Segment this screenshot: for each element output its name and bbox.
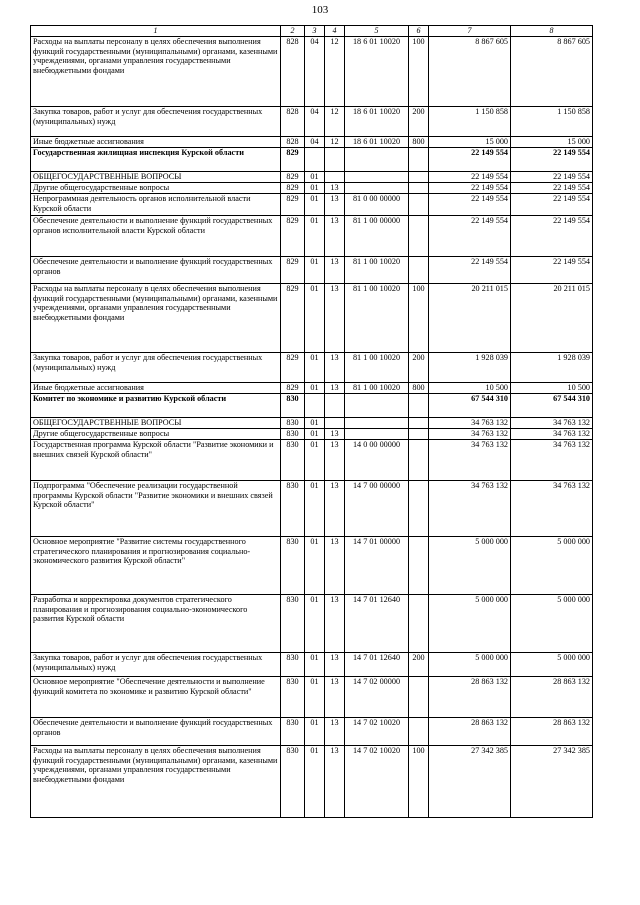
col-header-4: 4 — [325, 26, 345, 37]
cell-amount-1: 8 867 605 — [429, 37, 511, 107]
cell-pr: 13 — [325, 429, 345, 440]
cell-amount-1: 34 763 132 — [429, 429, 511, 440]
cell-csr: 18 6 01 10020 — [345, 137, 409, 148]
cell-pr — [325, 418, 345, 429]
cell-name: Обеспечение деятельности и выполнение функций государственных органов — [31, 257, 281, 284]
cell-pr: 13 — [325, 746, 345, 818]
cell-vr — [409, 718, 429, 746]
table-row — [31, 37, 593, 107]
cell-grbs: 829 — [281, 148, 305, 172]
cell-csr: 14 7 01 12640 — [345, 653, 409, 677]
cell-rz: 01 — [305, 746, 325, 818]
cell-amount-1: 5 000 000 — [429, 537, 511, 595]
cell-vr: 100 — [409, 37, 429, 107]
cell-rz: 01 — [305, 653, 325, 677]
cell-csr: 14 7 00 00000 — [345, 481, 409, 537]
cell-grbs: 830 — [281, 481, 305, 537]
cell-pr: 13 — [325, 183, 345, 194]
cell-name: Иные бюджетные ассигнования — [31, 383, 281, 394]
cell-csr — [345, 183, 409, 194]
cell-pr: 13 — [325, 537, 345, 595]
cell-name: Другие общегосударственные вопросы — [31, 183, 281, 194]
cell-name: Подпрограмма "Обеспечение реализации государственной программы Курской области "Развитие экономики и внешних связей Курской области" — [31, 481, 281, 537]
cell-rz: 01 — [305, 194, 325, 216]
cell-rz — [305, 148, 325, 172]
cell-name: Расходы на выплаты персоналу в целях обеспечения выполнения функций государственными (муниципальными) органами, казенными учреждениями, органами управления государственными внебюджетными фондами — [31, 746, 281, 818]
cell-amount-1: 28 863 132 — [429, 718, 511, 746]
cell-csr: 18 6 01 10020 — [345, 37, 409, 107]
cell-vr — [409, 595, 429, 653]
cell-amount-1: 34 763 132 — [429, 481, 511, 537]
table-row — [31, 418, 593, 429]
cell-csr — [345, 394, 409, 418]
table-row — [31, 216, 593, 257]
cell-amount-2: 27 342 385 — [511, 746, 593, 818]
cell-grbs: 830 — [281, 653, 305, 677]
cell-rz: 01 — [305, 481, 325, 537]
cell-grbs: 830 — [281, 394, 305, 418]
cell-name: Непрограммная деятельность органов исполнительной власти Курской области — [31, 194, 281, 216]
table-row — [31, 383, 593, 394]
cell-csr: 81 0 00 00000 — [345, 194, 409, 216]
cell-name: Расходы на выплаты персоналу в целях обеспечения выполнения функций государственными (муниципальными) органами, казенными учреждениями, органами управления государственными внебюджетными фондами — [31, 37, 281, 107]
col-header-7: 7 — [429, 26, 511, 37]
cell-vr — [409, 394, 429, 418]
cell-rz: 04 — [305, 37, 325, 107]
cell-amount-2: 1 150 858 — [511, 107, 593, 137]
cell-amount-2: 8 867 605 — [511, 37, 593, 107]
cell-grbs: 829 — [281, 183, 305, 194]
cell-amount-1: 22 149 554 — [429, 148, 511, 172]
cell-name: Комитет по экономике и развитию Курской области — [31, 394, 281, 418]
cell-pr: 13 — [325, 718, 345, 746]
table-header-row — [31, 26, 593, 37]
cell-pr: 13 — [325, 284, 345, 353]
cell-pr: 13 — [325, 440, 345, 481]
cell-amount-1: 34 763 132 — [429, 418, 511, 429]
cell-rz: 01 — [305, 257, 325, 284]
cell-vr: 800 — [409, 383, 429, 394]
table-row — [31, 537, 593, 595]
cell-amount-2: 22 149 554 — [511, 172, 593, 183]
col-header-5: 5 — [345, 26, 409, 37]
cell-grbs: 829 — [281, 383, 305, 394]
cell-pr — [325, 172, 345, 183]
cell-rz: 01 — [305, 429, 325, 440]
cell-amount-2: 22 149 554 — [511, 257, 593, 284]
cell-grbs: 829 — [281, 172, 305, 183]
cell-pr: 13 — [325, 383, 345, 394]
cell-grbs: 830 — [281, 418, 305, 429]
cell-amount-2: 28 863 132 — [511, 718, 593, 746]
cell-vr — [409, 429, 429, 440]
cell-pr: 12 — [325, 107, 345, 137]
cell-pr: 13 — [325, 216, 345, 257]
cell-amount-1: 27 342 385 — [429, 746, 511, 818]
cell-vr: 200 — [409, 353, 429, 383]
cell-amount-2: 20 211 015 — [511, 284, 593, 353]
cell-vr — [409, 194, 429, 216]
cell-name: Государственная жилищная инспекция Курской области — [31, 148, 281, 172]
cell-pr: 12 — [325, 37, 345, 107]
cell-grbs: 830 — [281, 677, 305, 718]
cell-amount-1: 10 500 — [429, 383, 511, 394]
cell-rz: 01 — [305, 383, 325, 394]
cell-name: Основное мероприятие "Развитие системы государственного стратегического планирования и прогнозирования социально-экономического развития Курской области" — [31, 537, 281, 595]
table-row — [31, 595, 593, 653]
cell-amount-2: 22 149 554 — [511, 183, 593, 194]
table-row — [31, 172, 593, 183]
cell-grbs: 828 — [281, 37, 305, 107]
cell-amount-2: 15 000 — [511, 137, 593, 148]
table-row — [31, 677, 593, 718]
table-row — [31, 429, 593, 440]
cell-csr: 81 1 00 10020 — [345, 284, 409, 353]
table-row — [31, 653, 593, 677]
cell-grbs: 830 — [281, 440, 305, 481]
cell-amount-2: 34 763 132 — [511, 440, 593, 481]
table-row — [31, 440, 593, 481]
col-header-1: 1 — [31, 26, 281, 37]
table-row — [31, 394, 593, 418]
cell-amount-2: 22 149 554 — [511, 216, 593, 257]
cell-pr: 13 — [325, 194, 345, 216]
cell-pr: 13 — [325, 481, 345, 537]
cell-pr: 13 — [325, 257, 345, 284]
cell-amount-1: 22 149 554 — [429, 172, 511, 183]
cell-rz: 01 — [305, 418, 325, 429]
cell-grbs: 829 — [281, 216, 305, 257]
cell-rz: 01 — [305, 718, 325, 746]
cell-rz: 01 — [305, 183, 325, 194]
cell-amount-1: 28 863 132 — [429, 677, 511, 718]
cell-amount-1: 22 149 554 — [429, 257, 511, 284]
cell-vr — [409, 172, 429, 183]
cell-pr: 13 — [325, 595, 345, 653]
cell-name: Обеспечение деятельности и выполнение функций государственных органов — [31, 718, 281, 746]
cell-name: Закупка товаров, работ и услуг для обеспечения государственных (муниципальных) нужд — [31, 353, 281, 383]
cell-amount-2: 22 149 554 — [511, 148, 593, 172]
cell-pr: 13 — [325, 677, 345, 718]
cell-rz: 01 — [305, 172, 325, 183]
cell-amount-2: 34 763 132 — [511, 481, 593, 537]
table-row — [31, 183, 593, 194]
cell-grbs: 830 — [281, 537, 305, 595]
cell-amount-1: 22 149 554 — [429, 216, 511, 257]
cell-csr: 14 7 01 00000 — [345, 537, 409, 595]
cell-rz: 01 — [305, 216, 325, 257]
cell-rz: 01 — [305, 353, 325, 383]
cell-vr: 100 — [409, 746, 429, 818]
cell-name: Другие общегосударственные вопросы — [31, 429, 281, 440]
page-number: 103 — [311, 4, 329, 16]
cell-grbs: 829 — [281, 194, 305, 216]
cell-name: Расходы на выплаты персоналу в целях обеспечения выполнения функций государственными (муниципальными) органами, казенными учреждениями, органами управления государственными внебюджетными фондами — [31, 284, 281, 353]
cell-vr — [409, 257, 429, 284]
cell-name: Иные бюджетные ассигнования — [31, 137, 281, 148]
cell-vr — [409, 481, 429, 537]
cell-rz: 04 — [305, 137, 325, 148]
table-row — [31, 107, 593, 137]
cell-csr: 14 7 02 10020 — [345, 746, 409, 818]
cell-amount-1: 22 149 554 — [429, 194, 511, 216]
cell-amount-2: 67 544 310 — [511, 394, 593, 418]
cell-amount-1: 22 149 554 — [429, 183, 511, 194]
cell-csr: 14 7 02 10020 — [345, 718, 409, 746]
cell-vr — [409, 418, 429, 429]
cell-amount-2: 5 000 000 — [511, 653, 593, 677]
cell-amount-2: 28 863 132 — [511, 677, 593, 718]
cell-pr: 13 — [325, 353, 345, 383]
cell-amount-2: 1 928 039 — [511, 353, 593, 383]
cell-csr: 81 1 00 10020 — [345, 383, 409, 394]
cell-pr — [325, 148, 345, 172]
table-row — [31, 194, 593, 216]
col-header-6: 6 — [409, 26, 429, 37]
cell-csr: 81 1 00 10020 — [345, 353, 409, 383]
cell-name: Разработка и корректировка документов стратегического планирования и прогнозирования социально-экономического развития Курской области — [31, 595, 281, 653]
cell-vr — [409, 537, 429, 595]
cell-csr: 14 7 01 12640 — [345, 595, 409, 653]
cell-amount-1: 20 211 015 — [429, 284, 511, 353]
cell-grbs: 830 — [281, 595, 305, 653]
cell-vr: 100 — [409, 284, 429, 353]
cell-vr — [409, 216, 429, 257]
cell-csr: 14 0 00 00000 — [345, 440, 409, 481]
table-row — [31, 481, 593, 537]
cell-name: Закупка товаров, работ и услуг для обеспечения государственных (муниципальных) нужд — [31, 653, 281, 677]
cell-csr — [345, 172, 409, 183]
cell-vr — [409, 440, 429, 481]
table-row — [31, 718, 593, 746]
cell-grbs: 828 — [281, 137, 305, 148]
budget-table — [30, 25, 593, 818]
cell-vr: 200 — [409, 653, 429, 677]
cell-amount-2: 34 763 132 — [511, 429, 593, 440]
cell-grbs: 828 — [281, 107, 305, 137]
col-header-3: 3 — [305, 26, 325, 37]
table-body — [31, 37, 593, 818]
cell-name: Обеспечение деятельности и выполнение функций государственных органов исполнительной власти Курской области — [31, 216, 281, 257]
cell-amount-1: 1 928 039 — [429, 353, 511, 383]
cell-grbs: 829 — [281, 284, 305, 353]
cell-name: ОБЩЕГОСУДАРСТВЕННЫЕ ВОПРОСЫ — [31, 418, 281, 429]
cell-amount-1: 5 000 000 — [429, 653, 511, 677]
cell-amount-2: 5 000 000 — [511, 595, 593, 653]
cell-rz: 01 — [305, 595, 325, 653]
cell-amount-1: 34 763 132 — [429, 440, 511, 481]
cell-rz: 01 — [305, 440, 325, 481]
cell-rz: 01 — [305, 677, 325, 718]
table-row — [31, 137, 593, 148]
table-row — [31, 257, 593, 284]
cell-pr: 12 — [325, 137, 345, 148]
cell-amount-1: 15 000 — [429, 137, 511, 148]
cell-amount-2: 22 149 554 — [511, 194, 593, 216]
cell-amount-2: 34 763 132 — [511, 418, 593, 429]
cell-rz: 01 — [305, 537, 325, 595]
cell-grbs: 830 — [281, 746, 305, 818]
cell-amount-2: 10 500 — [511, 383, 593, 394]
cell-vr — [409, 677, 429, 718]
table-row — [31, 746, 593, 818]
cell-vr — [409, 183, 429, 194]
cell-name: ОБЩЕГОСУДАРСТВЕННЫЕ ВОПРОСЫ — [31, 172, 281, 183]
cell-vr: 200 — [409, 107, 429, 137]
cell-csr: 81 1 00 00000 — [345, 216, 409, 257]
cell-pr: 13 — [325, 653, 345, 677]
cell-amount-2: 5 000 000 — [511, 537, 593, 595]
cell-grbs: 830 — [281, 718, 305, 746]
cell-amount-1: 67 544 310 — [429, 394, 511, 418]
cell-vr — [409, 148, 429, 172]
cell-csr — [345, 418, 409, 429]
table-row — [31, 148, 593, 172]
table-row — [31, 353, 593, 383]
cell-rz — [305, 394, 325, 418]
cell-amount-1: 5 000 000 — [429, 595, 511, 653]
cell-csr — [345, 429, 409, 440]
cell-csr: 14 7 02 00000 — [345, 677, 409, 718]
cell-name: Закупка товаров, работ и услуг для обеспечения государственных (муниципальных) нужд — [31, 107, 281, 137]
cell-vr: 800 — [409, 137, 429, 148]
cell-name: Государственная программа Курской области "Развитие экономики и внешних связей Курской области" — [31, 440, 281, 481]
table-row — [31, 284, 593, 353]
cell-pr — [325, 394, 345, 418]
cell-grbs: 829 — [281, 257, 305, 284]
cell-grbs: 830 — [281, 429, 305, 440]
cell-name: Основное мероприятие "Обеспечение деятельности и выполнение функций комитета по экономике и развитию Курской области" — [31, 677, 281, 718]
cell-grbs: 829 — [281, 353, 305, 383]
cell-amount-1: 1 150 858 — [429, 107, 511, 137]
cell-csr — [345, 148, 409, 172]
cell-rz: 04 — [305, 107, 325, 137]
col-header-8: 8 — [511, 26, 593, 37]
cell-rz: 01 — [305, 284, 325, 353]
cell-csr: 18 6 01 10020 — [345, 107, 409, 137]
col-header-2: 2 — [281, 26, 305, 37]
cell-csr: 81 1 00 10020 — [345, 257, 409, 284]
